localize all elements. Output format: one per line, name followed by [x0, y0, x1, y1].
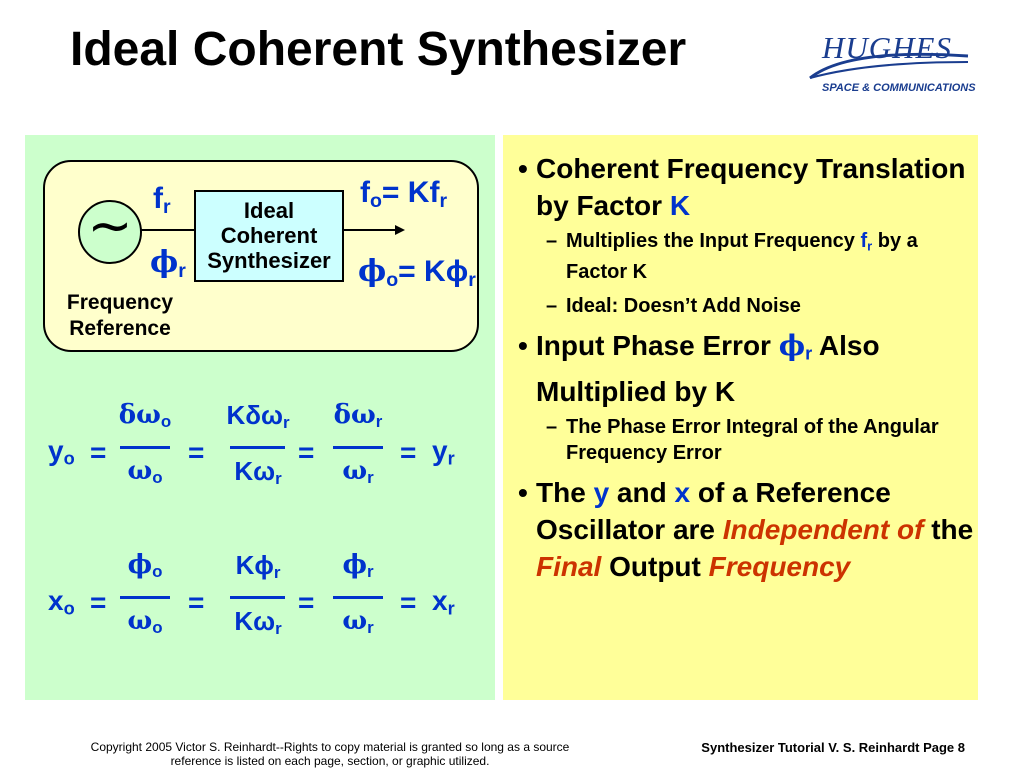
input-phase-label [150, 245, 186, 283]
synth-label-1: Ideal [243, 198, 295, 223]
y-frac3-den: $\omega_r$ [342, 456, 374, 488]
sine-symbol: ∼ [87, 194, 133, 257]
y-eq-1: = [90, 437, 107, 468]
y-frac1-num: $\delta\omega_o$ [118, 400, 172, 432]
bullet-2-sub-1: – The Phase Error Integral of the Angular Frequency Error [510, 414, 975, 466]
output-phase-symbol: ϕ [358, 254, 387, 289]
reference-line-1: Frequency [66, 291, 174, 314]
copyright-line-2: reference is listed on each page, section, or graphic utilized. [170, 754, 490, 768]
output-frequency-equation [360, 176, 447, 213]
copyright-footer [30, 740, 630, 768]
x-rhs: $x_r$ [432, 585, 455, 619]
input-frequency-label [153, 182, 171, 219]
x-frac2-den: $K\omega_r$ [234, 606, 282, 639]
output-phase-equation [358, 254, 476, 292]
logo-subtitle: SPACE & COMMUNICATIONS [822, 82, 976, 94]
bullet-1-sub-2: – Ideal: Doesn’t Add Noise [510, 293, 975, 319]
output-frequency-sub: o [370, 189, 382, 212]
x-frac3-num: $\phi_r$ [342, 550, 374, 582]
input-phase-symbol: ϕ [150, 245, 179, 280]
x-frac2-num: $K\phi_r$ [235, 550, 281, 583]
page-title: Ideal Coherent Synthesizer [70, 23, 687, 76]
logo-name: HUGHES [822, 30, 952, 65]
input-phase-sub: r [178, 259, 186, 282]
bullet-list [510, 150, 975, 589]
x-frac2-bar [230, 596, 285, 599]
page-footer: Synthesizer Tutorial V. S. Reinhardt Page 8 [701, 740, 965, 755]
x-eq-1: = [90, 587, 107, 618]
x-frac1-num: $\phi_o$ [127, 550, 163, 582]
output-phase-sub: o [386, 268, 399, 291]
reference-line-2: Reference [69, 317, 171, 340]
bullet-2: • Input Phase Error $\phi_r$ Also Multiplied by K [510, 327, 975, 410]
y-frac1-den: $\omega_o$ [127, 456, 163, 488]
output-frequency-symbol: f [360, 176, 370, 209]
x-lhs: $x_o$ [48, 585, 75, 619]
x-frac1-den: $\omega_o$ [127, 606, 163, 638]
copyright-line-1: Copyright 2005 Victor S. Reinhardt--Rights to copy material is granted so long as a source [90, 740, 570, 754]
bullet-1-sub-1: – Multiplies the Input Frequency $f_r$ by a Factor K [510, 228, 975, 285]
synth-label-2: Coherent [220, 223, 318, 248]
x-eq-2: = [188, 587, 205, 618]
y-frac3-bar [333, 446, 383, 449]
x-eq-4: = [400, 587, 417, 618]
oscillator-icon [78, 194, 142, 264]
y-frac2-den: $K\omega_r$ [234, 456, 282, 489]
y-eq-4: = [400, 437, 417, 468]
x-frac1-bar [120, 596, 170, 599]
frequency-reference-label [50, 290, 190, 342]
y-frac3-num: $\delta\omega_r$ [333, 400, 383, 432]
output-frequency-rhs-sub: r [439, 189, 448, 212]
y-rhs: $y_r$ [432, 435, 455, 469]
y-eq-3: = [298, 437, 315, 468]
x-frac3-den: $\omega_r$ [342, 606, 374, 638]
x-frac3-bar [333, 596, 383, 599]
bullet-3: • The y and x of a Reference Oscillator are Independent of the Final Output Frequency [510, 474, 975, 585]
y-frac2-num: Kδω$_r$ [226, 400, 290, 433]
ideal-coherent-synthesizer-block [194, 190, 344, 282]
synth-label-3: Synthesizer [207, 248, 331, 273]
y-lhs: $y_o$ [48, 435, 75, 469]
x-eq-3: = [298, 587, 315, 618]
y-eq-2: = [188, 437, 205, 468]
bullet-1: • Coherent Frequency Translation by Factor K [510, 150, 975, 224]
input-frequency-symbol: f [153, 182, 163, 215]
y-frac1-bar [120, 446, 170, 449]
y-frac2-bar [230, 446, 285, 449]
input-frequency-sub: r [163, 195, 171, 218]
output-frequency-rhs: = Kf [381, 176, 440, 209]
output-phase-rhs-sub: r [468, 268, 476, 291]
output-phase-rhs: = Kϕ [398, 255, 469, 288]
